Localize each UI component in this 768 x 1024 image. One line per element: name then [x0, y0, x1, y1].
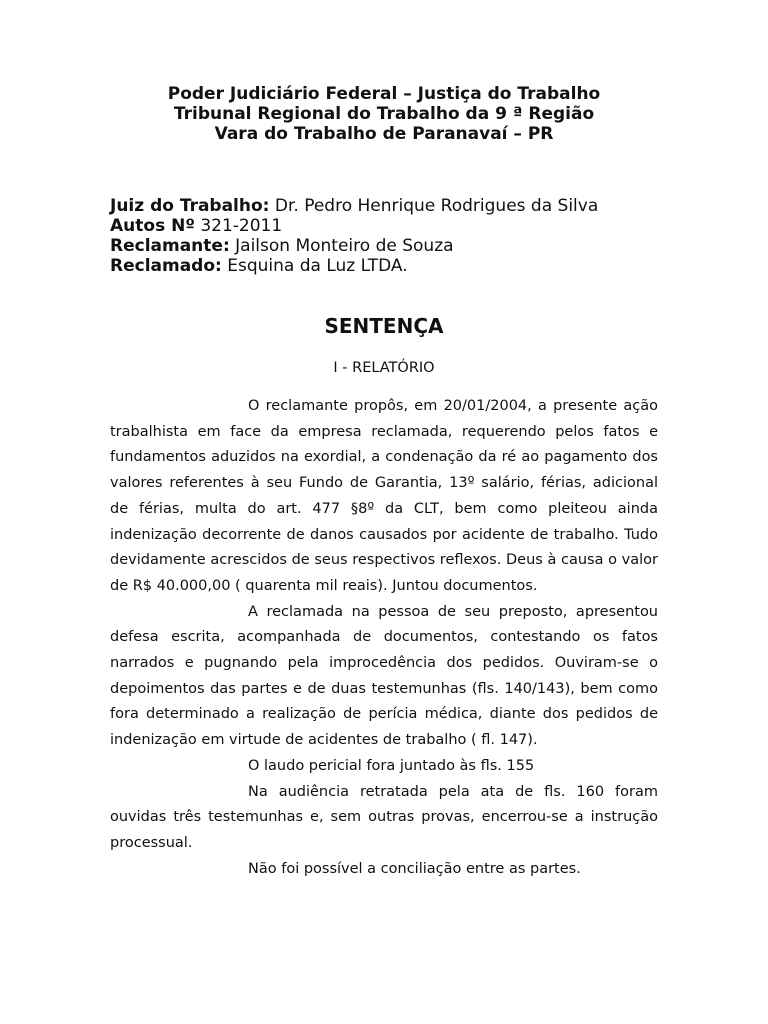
header-line-tribunal: Tribunal Regional do Trabalho da 9 ª Região	[173, 104, 595, 124]
autos-row	[110, 216, 670, 236]
paragraph-expert-report: O laudo pericial fora juntado às fls. 155	[248, 757, 535, 774]
paragraph-petition: O reclamante propôs, em 20/01/2004, a presente ação trabalhista em face da empresa reclamada, requerendo pelos fatos e fundamentos aduzidos na exordial, a condenação da ré ao pagamento dos valores referentes à seu Fundo de Garantia, 13º salário, férias, adicional de férias, multa do art. 477 §8º da CLT, bem como pleiteou ainda indenização decorrente de danos causados por acidente de trabalho. Tudo devidamente acrescidos de seus respectivos reflexos. Deus à causa o valor de R$ 40.000,00 ( quarenta mil reais). Juntou documentos.	[110, 398, 658, 594]
court-header	[0, 84, 768, 144]
reclamado-value: Esquina da Luz LTDA.	[221, 256, 408, 276]
paragraph-conciliation: Não foi possível a conciliação entre as partes.	[248, 860, 581, 877]
case-info	[110, 196, 670, 276]
reclamado-row	[110, 256, 670, 276]
autos-label: Autos Nº	[110, 216, 195, 236]
autos-value: 321-2011	[194, 216, 283, 236]
paragraph-hearing: Na audiência retratada pela ata de fls. 160 foram ouvidas três testemunhas e, sem outras provas, encerrou-se a instrução processual.	[110, 783, 658, 851]
judge-value: Dr. Pedro Henrique Rodrigues da Silva	[269, 196, 599, 216]
document-title: SENTENÇA	[324, 314, 444, 338]
reclamante-row	[110, 236, 670, 256]
reclamante-value: Jailson Monteiro de Souza	[229, 236, 454, 256]
report-body	[110, 394, 658, 882]
reclamante-label: Reclamante:	[110, 236, 230, 256]
reclamado-label: Reclamado:	[110, 256, 222, 276]
header-line-vara: Vara do Trabalho de Paranavaí – PR	[214, 124, 554, 144]
section-heading: I - RELATÓRIO	[333, 360, 435, 376]
paragraph-defense: A reclamada na pessoa de seu preposto, apresentou defesa escrita, acompanhada de documentos, contestando os fatos narrados e pugnando pela improcedência dos pedidos. Ouviram-se o depoimentos das partes e de duas testemunhas (fls. 140/143), bem como fora determinado a realização de perícia médica, diante dos pedidos de indenização em virtude de acidentes de trabalho ( fl. 147).	[110, 603, 658, 749]
judge-row	[110, 196, 670, 216]
judge-label: Juiz do Trabalho:	[110, 196, 270, 216]
header-line-judiciary: Poder Judiciário Federal – Justiça do Trabalho	[167, 84, 601, 104]
